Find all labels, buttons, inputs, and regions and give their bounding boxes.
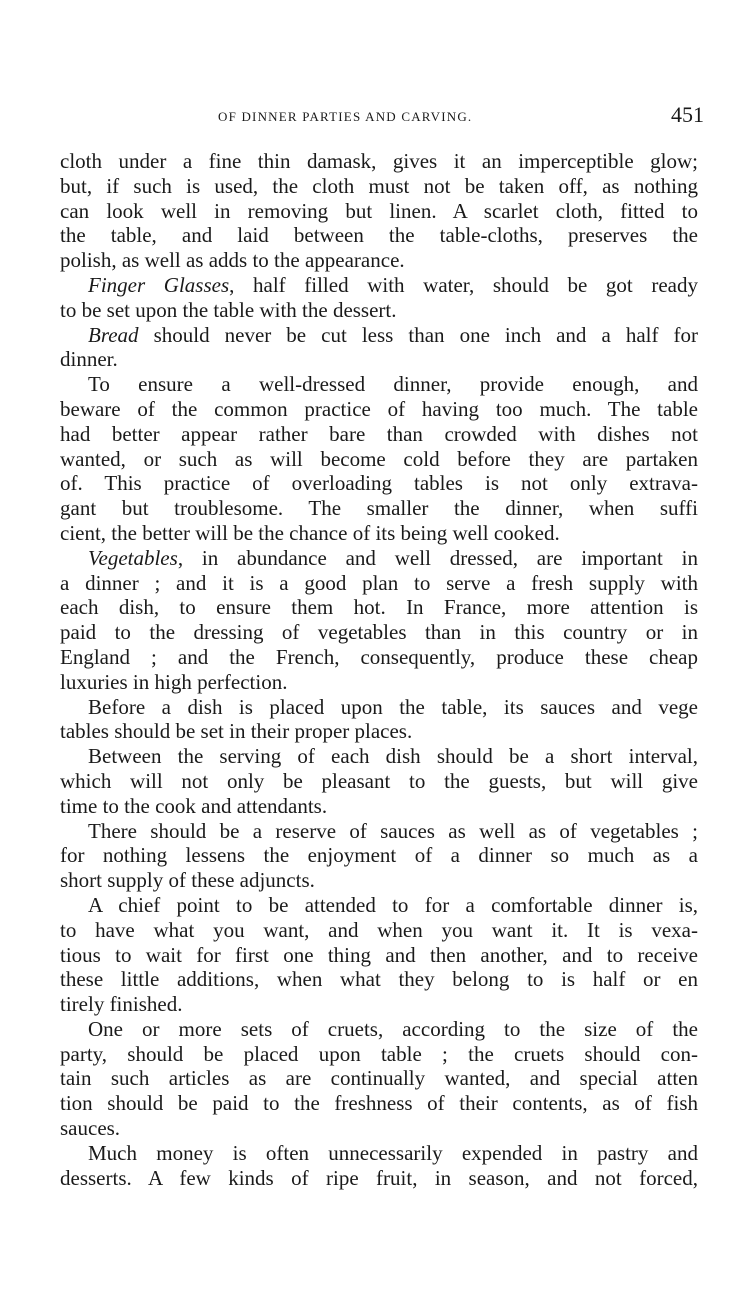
text-line [60,943,698,968]
line-text: time to the cook and attendants. [60,793,328,818]
line-text: tion should be paid to the freshness of their contents, as of fish [60,1091,698,1116]
text-line [60,1042,698,1067]
line-text: tables should be set in their proper places. [60,719,413,744]
line-text: dinner. [60,347,118,372]
text-line [60,819,698,844]
line-text: of. This practice of overloading tables is not only extrava- [60,471,698,496]
running-header [60,102,704,130]
text-line [60,744,698,769]
line-text: party, should be placed upon table ; the cruets should con- [60,1041,698,1066]
line-text: sauces. [60,1116,121,1141]
text-line [60,298,698,323]
text-line [60,893,698,918]
line-text: There should be a reserve of sauces as well as of vegetables ; [88,818,698,843]
text-line [60,1116,698,1141]
text-line [60,868,698,893]
text-line [60,918,698,943]
text-line [60,992,698,1017]
text-line [60,1091,698,1116]
text-line [60,1141,698,1166]
italic-term: Finger Glasses [88,272,230,297]
line-text: polish, as well as adds to the appearance. [60,248,405,273]
line-text: Before a dish is placed upon the table, its sauces and vege [88,694,698,719]
line-text: tious to wait for first one thing and then another, and to receive [60,942,698,967]
line-text: which will not only be pleasant to the guests, but will give [60,768,698,793]
text-line [60,149,698,174]
text-line [60,323,698,348]
line-text: short supply of these adjuncts. [60,868,315,893]
text-line [60,695,698,720]
line-text: should never be cut less than one inch and a half for [138,322,698,347]
italic-term: Bread [88,322,139,347]
line-text: these little additions, when what they belong to is half or en [60,967,698,992]
text-line [60,372,698,397]
line-text: to have what you want, and when you want it. It is vexa- [60,917,698,942]
text-line [60,719,698,744]
line-text: Much money is often unnecessarily expended in pastry and [88,1140,698,1165]
line-text: beware of the common practice of having too much. The table [60,396,698,421]
text-line [60,521,698,546]
line-text: To ensure a well-dressed dinner, provide enough, and [88,372,698,397]
text-line [60,645,698,670]
line-text: cloth under a fine thin damask, gives it an imperceptible glow; [60,149,698,173]
line-text: each dish, to ensure them hot. In France, more attention is [60,595,698,620]
line-text: cient, the better will be the chance of its being well cooked. [60,520,560,545]
line-text: One or more sets of cruets, according to the size of the [88,1016,698,1041]
line-text: luxuries in high perfection. [60,669,288,694]
text-line [60,794,698,819]
line-text: had better appear rather bare than crowded with dishes not [60,421,698,446]
text-line [60,248,698,273]
line-text: can look well in removing but linen. A scarlet cloth, fitted to [60,198,698,223]
text-line [60,769,698,794]
text-line [60,447,698,472]
line-text: but, if such is used, the cloth must not be taken off, as nothing [60,173,698,198]
line-text: paid to the dressing of vegetables than in this country or in [60,620,698,645]
line-text: a dinner ; and it is a good plan to serve a fresh supply with [60,570,698,595]
line-text: A chief point to be attended to for a comfortable dinner is, [88,892,698,917]
line-text: for nothing lessens the enjoyment of a dinner so much as a [60,843,698,868]
text-line [60,620,698,645]
page-number: 451 [671,102,704,127]
line-text: gant but troublesome. The smaller the dinner, when suffi [60,496,698,521]
line-text: to be set upon the table with the dessert. [60,297,397,322]
line-text: desserts. A few kinds of ripe fruit, in season, and not forced, [60,1165,698,1190]
text-line [60,471,698,496]
text-line [60,967,698,992]
line-text: the table, and laid between the table-cloths, preserves the [60,223,698,248]
line-text: tain such articles as are continually wanted, and special atten [60,1066,698,1091]
text-line [60,496,698,521]
text-line [60,571,698,596]
line-text: tirely finished. [60,992,183,1017]
line-text: England ; and the French, consequently, produce these cheap [60,644,698,669]
text-line [60,422,698,447]
text-line [60,174,698,199]
line-text: , in abundance and well dressed, are important in [177,545,698,570]
text-line [60,843,698,868]
line-text: Between the serving of each dish should be a short interval, [88,744,698,769]
running-title: OF DINNER PARTIES AND CARVING. [218,109,473,124]
body-text [60,149,698,1190]
text-line [60,223,698,248]
text-line [60,347,698,372]
text-line [60,595,698,620]
line-text: wanted, or such as will become cold before they are partaken [60,446,698,471]
text-line [60,546,698,571]
text-line [60,670,698,695]
text-line [60,199,698,224]
text-line [60,1166,698,1191]
text-line [60,1017,698,1042]
line-text: , half filled with water, should be got ready [229,272,698,297]
italic-term: Vegetables [88,545,178,570]
text-line [60,397,698,422]
text-line [60,273,698,298]
text-line [60,1066,698,1091]
